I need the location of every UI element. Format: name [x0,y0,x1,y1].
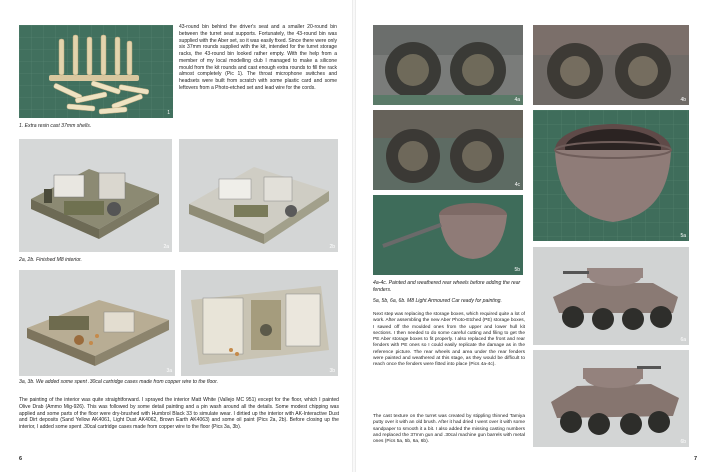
photo-1-resin-shells [19,25,173,118]
turret-illustration [533,110,689,241]
body-paragraph: The painting of the interior was quite straightforward. I sprayed the interior Matt White (Vallejo MC 951) except for the floor, which I painted Olive Drab (Ammo Mig-926). This was followed by some detail painting and a pin wash around all the details. Some modest chipping was applied and some parts of the floor were dry-brushed with Humbrol Black 33 to simulate wear. I dirtied up the interior with AK-Interactive Dust and Dirt deposits (Sand Yellow AK4061, Light Dust AK4062, Brown Earth AK4063) and some oil paint (Pics 2a, 2b). Before closing up the interior, I added some spent .30cal cartridge cases made from copper wire to the floor (Pics 3a, 3b). [19,397,339,430]
caption-4: 4a-4c. Painted and weathered rear wheels before adding the rear fenders. [373,280,521,293]
photo-3a-floor [19,270,175,376]
caption-3: 3a, 3b. We added some spent .30cal cartridge cases made from copper wire to the floor. [19,379,219,385]
photo-tag: 2b [329,244,335,250]
photo-4b-wheels [533,25,689,105]
floor-illustration [19,270,175,376]
armoured-car-illustration [533,350,689,447]
photo-tag: 4c [514,182,520,188]
armoured-car-illustration [533,247,689,345]
photo-tag: 3b [329,368,335,374]
resin-shells-illustration [19,25,173,118]
wheels-illustration [533,25,689,105]
photo-tag: 2a [163,244,169,250]
photo-tag: 3a [166,368,172,374]
body-paragraph-1: Next step was replacing the storage boxes, which required quite a lot of work. After assembling the new Aber Photo-Etched (PE) storage boxes, I sawed off the moulded ones from the upper and lower hull kit sections. I then needed to do some careful cutting and filing to get the PE Aber storage boxes to fit properly. I also replaced the front and rear fenders with PE ones so I could easily replicate the damage as in the reference picture. The rear wheels and area under the rear fenders were painted and weathered at this stage, as they would be difficult to reach once the fenders were fitted into place (Pics 4a-4c). [373,312,525,368]
photo-5a-turret [533,110,689,241]
caption-2: 2a, 2b. Finished M8 interior. [19,257,82,263]
right-page [356,0,709,472]
photo-4c-wheels [373,110,523,190]
photo-tag: 6b [680,439,686,445]
interior-illustration [19,139,172,252]
left-page [0,0,352,472]
photo-6a-armoured-car [533,247,689,345]
photo-tag: 4b [680,97,686,103]
photo-6b-armoured-car [533,350,689,447]
floor-illustration [181,270,338,376]
turret-gun-illustration [373,195,523,275]
intro-paragraph: 43-round bin behind the driver's seat and a smaller 20-round bin between the turret seat supports. Fortunately, the 43-round bin was supplied with the Aber set, so it was easily fixed. Since there were only six 37mm rounds supplied with the kit, intended for the turret storage racks, the 43-round bin looked rather empty. With the help from a member of my local modelling club I managed to make a silicone mould from the kit rounds and cast enough extra rounds to fill the rack almost completely (Pic 1). The throat microphone switches and headsets were built from scratch with some plastic card and some leftovers from a Photo-etched set and lead wire for the cords. [179,24,337,91]
caption-1: 1. Extra resin cast 37mm shells. [19,123,92,129]
photo-tag: 5b [514,267,520,273]
wheels-illustration [373,25,523,105]
wheels-illustration [373,110,523,190]
photo-tag: 6a [680,337,686,343]
caption-5: 5a, 5b, 6a, 6b. M8 Light Armoured Car ready for painting. [373,298,502,304]
page-number: 6 [19,456,23,462]
body-paragraph-2: The cast texture on the turret was created by stippling thinned Tamiya putty over it with an old brush. After it had dried I went over it with some sandpaper to smooth it a bit. I also added the missing casting numbers and replaced the 37mm gun and .30cal machine gun barrels with metal ones (Pics 5a, 5b, 6a, 6b). [373,414,525,445]
photo-tag: 4a [514,97,520,103]
photo-2a-interior [19,139,172,252]
photo-5b-turret-gun [373,195,523,275]
photo-4a-wheels [373,25,523,105]
photo-3b-floor [181,270,338,376]
photo-tag: 5a [680,233,686,239]
interior-illustration [179,139,338,252]
photo-tag: 1 [167,110,170,116]
photo-2b-interior [179,139,338,252]
page-number: 7 [693,456,697,462]
